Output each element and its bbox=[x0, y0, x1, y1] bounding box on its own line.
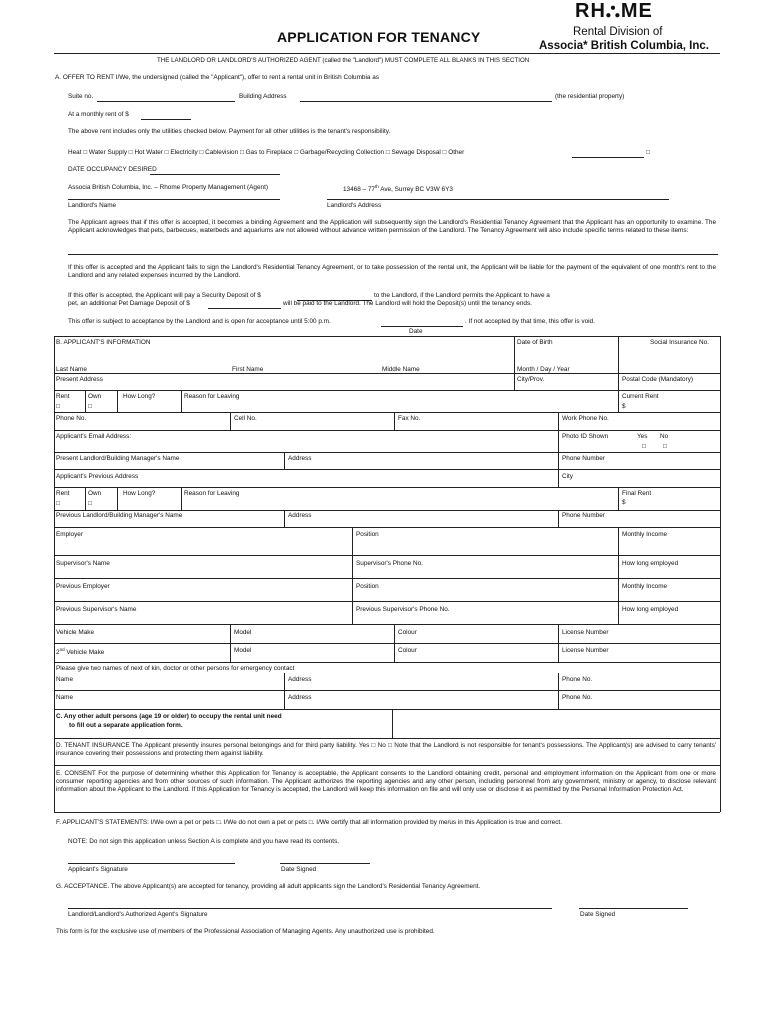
position-label[interactable]: Position bbox=[356, 531, 379, 538]
previous-landlord-address-label[interactable]: Address bbox=[288, 512, 312, 519]
middle-name-label[interactable]: Middle Name bbox=[382, 366, 420, 373]
rent-label: Rent bbox=[56, 393, 70, 400]
month-day-year: Month / Day / Year bbox=[517, 366, 570, 373]
kin1-address-label[interactable]: Address bbox=[288, 676, 312, 683]
table-divider bbox=[394, 412, 395, 430]
previous-employer-label[interactable]: Previous Employer bbox=[56, 583, 110, 590]
liability-paragraph: If this offer is accepted and the Applicant fails to sign the Landlord's Residential Tenancy Agreement, or to take possession of the rental unit, the Applicant will be liable for the payment of the equivalent of one month's rent to the Landlord and any related expenses incurred by the Landlord. bbox=[68, 264, 716, 280]
utilities-note: The above rent includes only the utilities checked below. Payment for all other utilities is the tenant's responsibility. bbox=[68, 128, 391, 135]
table-divider bbox=[618, 527, 619, 624]
vehicle2-make-label[interactable]: 2nd Vehicle Make bbox=[56, 647, 105, 657]
fax-label[interactable]: Fax No. bbox=[398, 415, 421, 422]
suite-field[interactable] bbox=[97, 101, 235, 102]
table-divider bbox=[85, 487, 86, 510]
own-checkbox[interactable]: □ bbox=[88, 403, 92, 410]
section-c-line2: to fill out a separate application form. bbox=[69, 722, 183, 729]
rent-checkbox[interactable]: □ bbox=[56, 403, 60, 410]
table-rule bbox=[54, 527, 720, 528]
table-rule bbox=[54, 690, 720, 691]
table-divider bbox=[117, 390, 118, 412]
landlord-address-line bbox=[327, 199, 669, 200]
agreement-paragraph: The Applicant agrees that if this offer is accepted, it becomes a binding Agreement and the Application will subsequently sign the Landlord's Residential Tenancy Agreement that the Applicant has an opportunity to examine. The Applicant acknowledges that pets, barbecues, waterbeds and aquariums are not allowed without advance written permission of the Landlord. The Tenancy Agreement will also include specific terms related to these items: bbox=[68, 219, 716, 235]
table-divider bbox=[117, 487, 118, 510]
logo-company-name: Associa* British Columbia, Inc. bbox=[539, 40, 709, 52]
previous-supervisor-phone-label[interactable]: Previous Supervisor's Phone No. bbox=[356, 606, 450, 613]
other-utility-field[interactable] bbox=[572, 157, 644, 158]
pet-deposit-label: pet, an additional Pet Damage Deposit of $ bbox=[68, 300, 190, 307]
email-label[interactable]: Applicant's Email Address: bbox=[56, 433, 132, 440]
specific-terms-line[interactable] bbox=[68, 254, 718, 255]
pet-deposit-suffix: will be paid to the Landlord. The Landlord will hold the Deposit(s) until the tenancy ends. bbox=[283, 300, 532, 307]
vehicle-model-label[interactable]: Model bbox=[234, 629, 252, 636]
vehicle2-colour-label[interactable]: Colour bbox=[398, 647, 417, 654]
landlord-name-label: Landlord's Name bbox=[68, 202, 117, 209]
supervisor-phone-label[interactable]: Supervisor's Phone No. bbox=[356, 560, 423, 567]
own-label: Own bbox=[88, 393, 102, 400]
security-deposit-suffix: to the Landlord, if the Landlord permits the Applicant to have a bbox=[374, 292, 550, 299]
page-title: APPLICATION FOR TENANCY bbox=[277, 29, 481, 45]
table-rule bbox=[54, 662, 720, 663]
table-divider bbox=[618, 336, 619, 390]
table-rule bbox=[54, 738, 720, 739]
table-rule bbox=[54, 578, 720, 579]
table-rule bbox=[54, 373, 720, 374]
previous-position-label[interactable]: Position bbox=[356, 583, 379, 590]
table-divider bbox=[85, 390, 86, 412]
agent-date-line[interactable] bbox=[579, 908, 688, 909]
table-rule bbox=[54, 510, 720, 511]
table-rule bbox=[54, 430, 720, 431]
table-divider bbox=[394, 624, 395, 662]
offer-to-rent: A. OFFER TO RENT I/We, the undersigned (called the "Applicant"), offer to rent a rental unit in British Columbia as bbox=[55, 74, 379, 81]
building-address-label: Building Address bbox=[239, 93, 287, 100]
photo-id-yes: Yes bbox=[637, 433, 648, 440]
acceptance-date-label: Date bbox=[409, 328, 423, 335]
postal-code-label[interactable]: Postal Code (Mandatory) bbox=[622, 376, 694, 383]
landlord-name-line bbox=[68, 199, 280, 200]
footer-note: This form is for the exclusive use of members of the Professional Association of Managing Agents. Any unauthorized use is prohibited. bbox=[56, 928, 435, 935]
photo-id-label: Photo ID Shown bbox=[562, 433, 609, 440]
kin1-name-label[interactable]: Name bbox=[56, 676, 74, 683]
previous-how-long-employed-label[interactable]: How long employed bbox=[622, 606, 679, 613]
table-rule bbox=[54, 469, 720, 470]
previous-landlord-phone-label[interactable]: Phone Number bbox=[562, 512, 605, 519]
how-long-employed-label[interactable]: How long employed bbox=[622, 560, 679, 567]
landlord-name-value: Associa British Columbia, Inc. – Rhome Property Management (Agent) bbox=[68, 184, 268, 191]
date-occupancy-field[interactable] bbox=[150, 174, 280, 175]
table-rule bbox=[54, 487, 720, 488]
prev-reason-leaving-label[interactable]: Reason for Leaving bbox=[184, 490, 240, 497]
table-edge bbox=[720, 336, 721, 812]
previous-address-label[interactable]: Applicant's Previous Address bbox=[56, 473, 139, 480]
vehicle-colour-label[interactable]: Colour bbox=[398, 629, 417, 636]
section-f-note: NOTE: Do not sign this application unless Section A is complete and you have read its contents. bbox=[68, 838, 340, 845]
vehicle-make-label[interactable]: Vehicle Make bbox=[56, 629, 95, 636]
employer-label[interactable]: Employer bbox=[56, 531, 83, 538]
sin-label: Social Insurance No. bbox=[650, 339, 709, 346]
kin1-phone-label[interactable]: Phone No. bbox=[562, 676, 593, 683]
photo-id-no: No bbox=[660, 433, 669, 440]
section-e-consent: E. CONSENT For the purpose of determining whether this Application for Tenancy is acceptable, the Applicant consents to the Landlord obtaining credit, personal and employment information on the Applicant from one or more consumer reporting agencies and from other sources of such information. The Applicant authorizes the reporting agencies and any other person, including personnel from any government, ministry or agency, to disclose relevant information about the Applicant to the Landlord. If this Application for Tenancy is accepted, the Landlord will keep this information on file and will only use or disclose it as permitted by the Personal Information Protection Act. bbox=[56, 770, 716, 794]
table-divider bbox=[230, 624, 231, 662]
dob-label: Date of Birth bbox=[517, 339, 553, 346]
landlord-notice: THE LANDLORD OR LANDLORD'S AUTHORIZED AGENT (called the "Landlord") MUST COMPLETE ALL BLANKS IN THIS SECTION bbox=[157, 57, 530, 64]
building-address-field[interactable] bbox=[300, 101, 552, 102]
city-prov-label[interactable]: City/Prov. bbox=[517, 376, 545, 383]
table-divider bbox=[392, 709, 393, 738]
residential-property-label: (the residential property) bbox=[555, 93, 625, 100]
monthly-rent-label: At a monthly rent of $ bbox=[68, 111, 129, 118]
table-rule bbox=[54, 624, 720, 625]
applicant-date-label: Date Signed bbox=[281, 866, 317, 873]
prev-rent-label: Rent bbox=[56, 490, 70, 497]
table-rule bbox=[54, 765, 720, 766]
table-rule bbox=[54, 812, 720, 813]
present-landlord-phone-label[interactable]: Phone Number bbox=[562, 455, 605, 462]
vehicle2-license-label[interactable]: License Number bbox=[562, 647, 609, 654]
first-name-label[interactable]: First Name bbox=[232, 366, 264, 373]
reason-leaving-label[interactable]: Reason for Leaving bbox=[184, 393, 240, 400]
phone-label[interactable]: Phone No. bbox=[56, 415, 87, 422]
applicant-signature-label: Applicant's Signature bbox=[68, 866, 128, 873]
table-divider bbox=[618, 390, 619, 412]
table-divider bbox=[514, 336, 515, 390]
section-c-line1: C. Any other adult persons (age 19 or older) to occupy the rental unit need bbox=[56, 713, 282, 720]
kin-note: Please give two names of next of kin, doctor or other persons for emergency contact bbox=[56, 665, 295, 672]
prev-rent-checkbox[interactable]: □ bbox=[56, 500, 60, 507]
applicant-signature-line[interactable] bbox=[68, 863, 235, 864]
supervisor-name-label[interactable]: Supervisor's Name bbox=[56, 560, 110, 567]
present-address-label[interactable]: Present Address bbox=[56, 376, 103, 383]
table-divider bbox=[230, 412, 231, 430]
photo-id-no-checkbox[interactable]: □ bbox=[663, 443, 667, 450]
top-rule bbox=[54, 53, 720, 54]
applicant-date-line[interactable] bbox=[280, 863, 370, 864]
table-divider bbox=[284, 452, 285, 469]
photo-id-yes-checkbox[interactable]: □ bbox=[642, 443, 646, 450]
utilities-checkboxes[interactable]: Heat □ Water Supply □ Hot Water □ Electricity □ Cablevision □ Gas to Fireplace □ Garbage/Recycling Collection □ Sewage Disposal □ Other bbox=[68, 149, 465, 156]
last-name-label[interactable]: Last Name bbox=[56, 366, 87, 373]
table-divider bbox=[181, 390, 182, 412]
prev-own-checkbox[interactable]: □ bbox=[88, 500, 92, 507]
acceptance-suffix: . If not accepted by that time, this offer is void. bbox=[465, 318, 595, 325]
final-rent-dollar: $ bbox=[622, 499, 626, 506]
vehicle2-model-label[interactable]: Model bbox=[234, 647, 252, 654]
table-rule bbox=[54, 643, 720, 644]
acceptance-label: This offer is subject to acceptance by the Landlord and is open for acceptance until 5:00 p.m. bbox=[68, 318, 331, 325]
vehicle-license-label[interactable]: License Number bbox=[562, 629, 609, 636]
monthly-rent-field[interactable] bbox=[141, 119, 191, 120]
section-b-heading: B. APPLICANT'S INFORMATION bbox=[56, 339, 151, 346]
security-deposit-label: If this offer is accepted, the Applicant will pay a Security Deposit of $ bbox=[68, 292, 261, 299]
agent-signature-label: Landlord/Landlord's Authorized Agent's Signature bbox=[68, 911, 208, 918]
pet-deposit-field[interactable] bbox=[208, 308, 281, 309]
table-divider bbox=[558, 469, 559, 487]
table-divider bbox=[558, 624, 559, 662]
section-g-acceptance: G. ACCEPTANCE. The above Applicant(s) are accepted for tenancy, providing all adult applicants sign the Landlord's Residential Tenancy Agreement. bbox=[56, 883, 481, 890]
cell-label[interactable]: Cell No. bbox=[234, 415, 257, 422]
prev-own-label: Own bbox=[88, 490, 102, 497]
table-rule bbox=[54, 601, 720, 602]
table-divider bbox=[558, 673, 559, 709]
how-long-label[interactable]: How Long? bbox=[123, 393, 156, 400]
final-rent-label[interactable]: Final Rent bbox=[622, 490, 652, 497]
work-phone-label[interactable]: Work Phone No. bbox=[562, 415, 609, 422]
previous-city-label[interactable]: City bbox=[562, 473, 574, 480]
previous-monthly-income-label[interactable]: Monthly Income bbox=[622, 583, 668, 590]
kin2-name-label[interactable]: Name bbox=[56, 694, 74, 701]
table-divider bbox=[181, 487, 182, 510]
table-rule bbox=[54, 452, 720, 453]
current-rent-dollar: $ bbox=[622, 403, 626, 410]
landlord-address-value: 13468 – 77th Ave, Surrey BC V3W 6Y3 bbox=[343, 184, 453, 194]
company-logo: RH⛬ME bbox=[575, 0, 653, 22]
table-divider bbox=[284, 673, 285, 709]
agent-date-label: Date Signed bbox=[580, 911, 616, 918]
table-rule bbox=[54, 390, 720, 391]
section-f-statements[interactable]: F. APPLICANT'S STATEMENTS: I/We own a pet or pets □. I/We do not own a pet or pets □. I/We certify that all information provided by me/us in this Application is true and correct. bbox=[56, 819, 562, 826]
present-landlord-address-label[interactable]: Address bbox=[288, 455, 312, 462]
table-divider bbox=[558, 510, 559, 527]
table-divider bbox=[618, 487, 619, 510]
date-occupancy-label: DATE OCCUPANCY DESIRED bbox=[68, 166, 157, 173]
table-rule bbox=[54, 555, 720, 556]
current-rent-label[interactable]: Current Rent bbox=[622, 393, 659, 400]
kin2-address-label[interactable]: Address bbox=[288, 694, 312, 701]
section-d-insurance[interactable]: D. TENANT INSURANCE The Applicant presently insures personal belongings and for third party liability. Yes □ No □ Note that the Landlord is not responsible for tenant's possessions. The Applicant(s) are advised to carry tenants' insurance covering their possessions and protecting them against liability. bbox=[56, 742, 716, 758]
acceptance-date-field[interactable] bbox=[381, 326, 463, 327]
monthly-income-label[interactable]: Monthly Income bbox=[622, 531, 668, 538]
present-landlord-label[interactable]: Present Landlord/Building Manager's Name bbox=[56, 455, 180, 462]
table-edge bbox=[54, 336, 55, 812]
table-divider bbox=[352, 527, 353, 624]
other-utility-checkbox[interactable]: □ bbox=[646, 149, 650, 156]
table-rule bbox=[54, 336, 720, 337]
suite-label: Suite no. bbox=[68, 93, 94, 100]
kin2-phone-label[interactable]: Phone No. bbox=[562, 694, 593, 701]
prev-how-long-label[interactable]: How Long? bbox=[123, 490, 156, 497]
previous-supervisor-label[interactable]: Previous Supervisor's Name bbox=[56, 606, 137, 613]
table-divider bbox=[558, 412, 559, 469]
logo-subtitle: Rental Division of bbox=[573, 26, 663, 38]
table-divider bbox=[284, 510, 285, 527]
table-rule bbox=[54, 709, 720, 710]
table-rule bbox=[54, 412, 720, 413]
previous-landlord-label[interactable]: Previous Landlord/Building Manager's Name bbox=[56, 512, 183, 519]
agent-signature-line[interactable] bbox=[68, 908, 552, 909]
landlord-address-label: Landlord's Address bbox=[327, 202, 382, 209]
